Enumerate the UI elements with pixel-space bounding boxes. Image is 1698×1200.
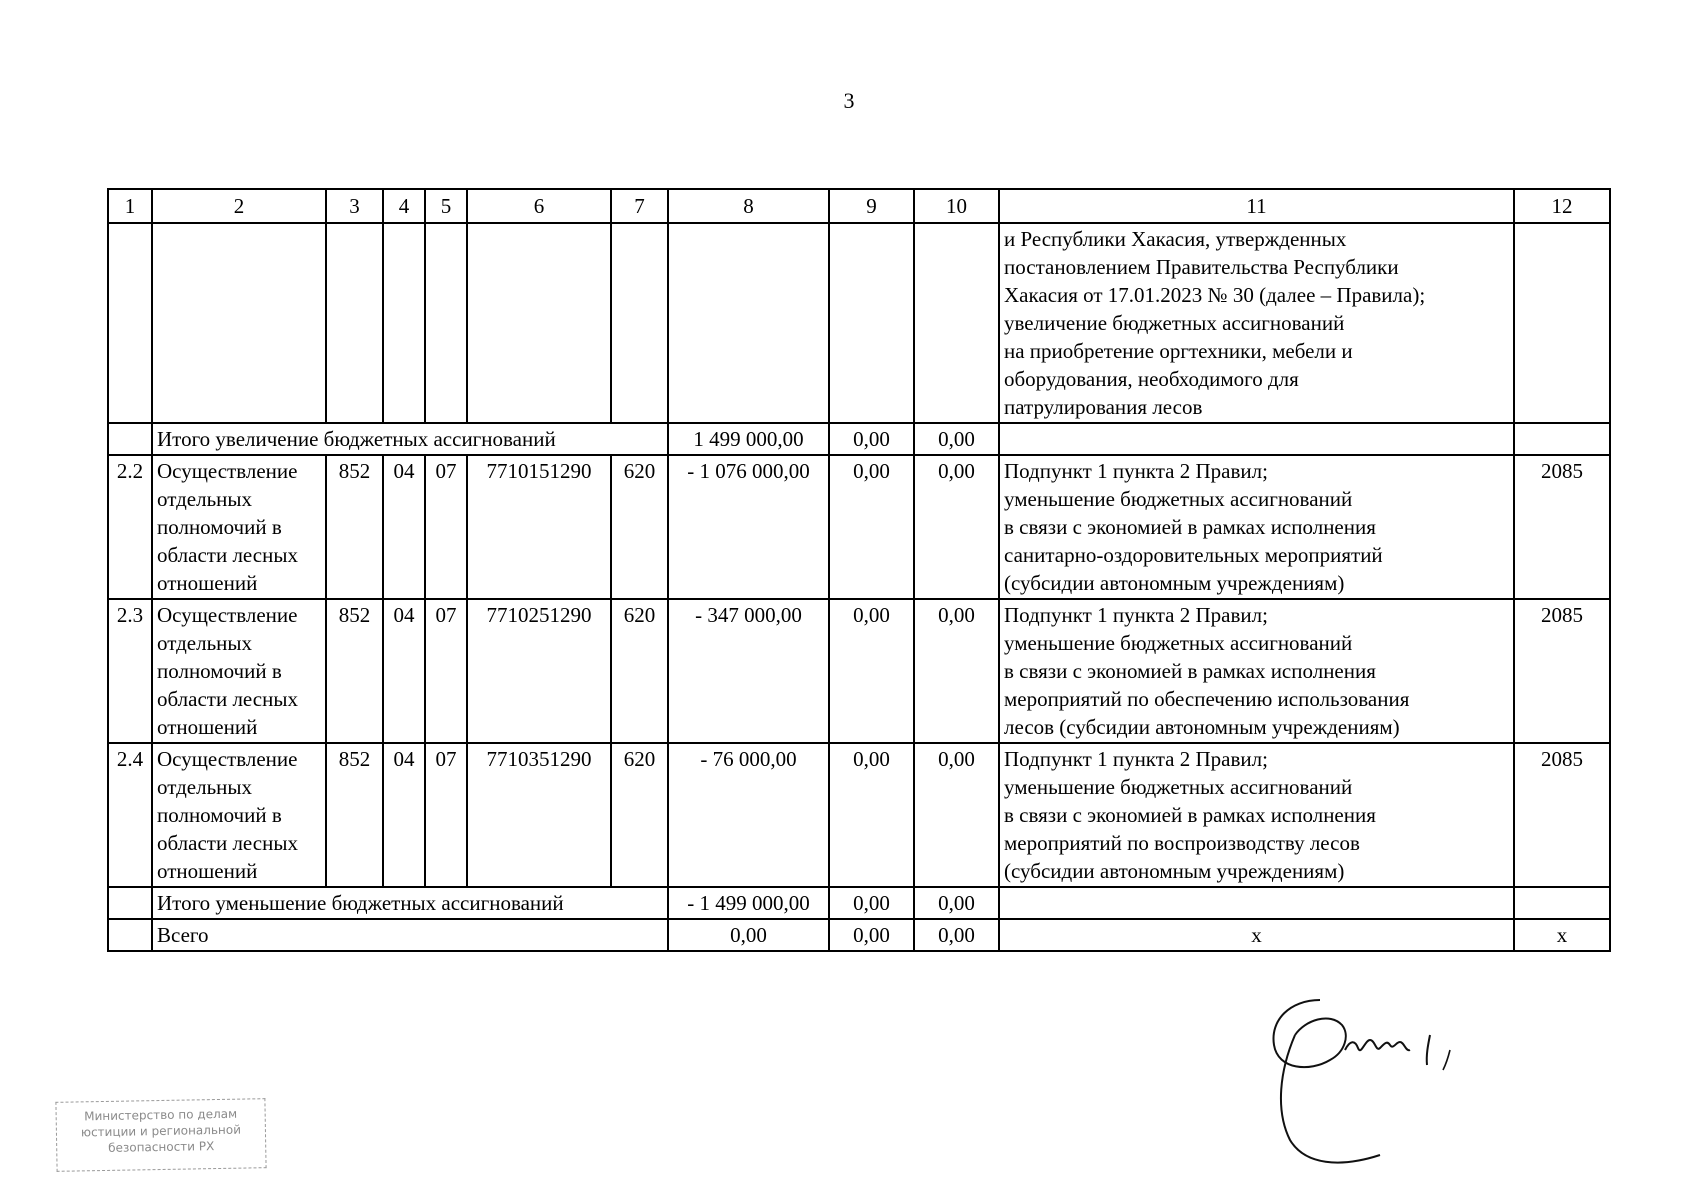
col12-code: 2085 [1514, 455, 1610, 599]
budget-code-c3: 852 [326, 455, 383, 599]
amount-col10: 0,00 [914, 455, 999, 599]
justification-line: уменьшение бюджетных ассигнований [1004, 487, 1353, 511]
expense-name-line: полномочий в [157, 803, 282, 827]
total-label: Итого увеличение бюджетных ассигнований [152, 423, 668, 455]
justification-line: увеличение бюджетных ассигнований [1004, 311, 1345, 335]
budget-code-c5: 07 [425, 743, 467, 887]
amount-col9: 0,00 [829, 743, 914, 887]
justification-line: на приобретение оргтехники, мебели и [1004, 339, 1353, 363]
amount-col9: 0,00 [829, 455, 914, 599]
justification-line: санитарно-оздоровительных мероприятий [1004, 543, 1383, 567]
expense-name-line: отдельных [157, 775, 253, 799]
column-number: 9 [829, 189, 914, 223]
budget-code-c3: 852 [326, 599, 383, 743]
expense-name-line: отношений [157, 859, 258, 883]
expense-name-line: отношений [157, 715, 258, 739]
justification-line: и Республики Хакасия, утвержденных [1004, 227, 1347, 251]
amount-col9: 0,00 [829, 887, 914, 919]
justification-line: (субсидии автономным учреждениям) [1004, 571, 1345, 595]
justification-line: уменьшение бюджетных ассигнований [1004, 775, 1353, 799]
empty-cell [1514, 223, 1610, 423]
amount-col9: 0,00 [829, 599, 914, 743]
grand-total-row [108, 919, 1610, 951]
col12-value: x [1514, 919, 1610, 951]
table-row [108, 223, 1610, 423]
row-number: 2.4 [108, 743, 152, 887]
page-number: 3 [843, 88, 855, 113]
budget-code-c6: 7710251290 [467, 599, 611, 743]
budget-table [107, 188, 1611, 952]
empty-cell [611, 223, 668, 423]
amount-col8: 1 499 000,00 [668, 423, 829, 455]
budget-code-c6: 7710151290 [467, 455, 611, 599]
amount-col10: 0,00 [914, 887, 999, 919]
budget-code-c3: 852 [326, 743, 383, 887]
empty-cell [467, 223, 611, 423]
justification-line: Подпункт 1 пункта 2 Правил; [1004, 747, 1268, 771]
empty-cell [383, 223, 425, 423]
justification-line: лесов (субсидии автономным учреждениям) [1004, 715, 1400, 739]
expense-name-line: отношений [157, 571, 258, 595]
justification-line: патрулирования лесов [1004, 395, 1203, 419]
increase-total-row [108, 423, 1610, 455]
justification-line: Хакасия от 17.01.2023 № 30 (далее – Правила); [1004, 283, 1426, 307]
column-number: 1 [108, 189, 152, 223]
amount-col8: - 1 076 000,00 [668, 455, 829, 599]
justification-line: в связи с экономией в рамках исполнения [1004, 515, 1376, 539]
expense-name-line: отдельных [157, 631, 253, 655]
table-row [108, 743, 1610, 887]
expense-name-line: области лесных [157, 687, 298, 711]
budget-code-c4: 04 [383, 599, 425, 743]
empty-cell [668, 223, 829, 423]
justification-line: оборудования, необходимого для [1004, 367, 1299, 391]
column-number: 5 [425, 189, 467, 223]
empty-cell [829, 223, 914, 423]
column-number: 12 [1514, 189, 1610, 223]
empty-cell [999, 887, 1514, 919]
amount-col8: - 347 000,00 [668, 599, 829, 743]
expense-name-cell [152, 455, 326, 599]
amount-col10: 0,00 [914, 423, 999, 455]
amount-col8: - 76 000,00 [668, 743, 829, 887]
total-label: Всего [152, 919, 668, 951]
expense-name-line: области лесных [157, 831, 298, 855]
column-number-row [108, 189, 1610, 223]
column-number: 3 [326, 189, 383, 223]
amount-col9: 0,00 [829, 423, 914, 455]
amount-col8: 0,00 [668, 919, 829, 951]
budget-code-c7: 620 [611, 743, 668, 887]
expense-name-cell [152, 743, 326, 887]
expense-name-line: Осуществление [157, 747, 298, 771]
empty-cell [108, 223, 152, 423]
expense-name-line: Осуществление [157, 603, 298, 627]
justification-cell [999, 455, 1514, 599]
expense-name-cell [152, 599, 326, 743]
empty-cell [425, 223, 467, 423]
budget-code-c6: 7710351290 [467, 743, 611, 887]
justification-cell [999, 223, 1514, 423]
justification-cell [999, 599, 1514, 743]
column-number: 2 [152, 189, 326, 223]
amount-col10: 0,00 [914, 743, 999, 887]
expense-name-line: полномочий в [157, 515, 282, 539]
column-number: 8 [668, 189, 829, 223]
column-number: 6 [467, 189, 611, 223]
total-label: Итого уменьшение бюджетных ассигнований [152, 887, 668, 919]
justification-line: мероприятий по воспроизводству лесов [1004, 831, 1360, 855]
justification-line: в связи с экономией в рамках исполнения [1004, 803, 1376, 827]
amount-col9: 0,00 [829, 919, 914, 951]
registration-stamp [55, 1098, 266, 1172]
amount-col10: 0,00 [914, 599, 999, 743]
amount-col10: 0,00 [914, 919, 999, 951]
row-number: 2.2 [108, 455, 152, 599]
budget-code-c4: 04 [383, 455, 425, 599]
stamp-line: юстиции и региональной [80, 1122, 242, 1140]
justification-line: постановлением Правительства Республики [1004, 255, 1399, 279]
expense-name-line: области лесных [157, 543, 298, 567]
budget-code-c7: 620 [611, 455, 668, 599]
row-number: 2.3 [108, 599, 152, 743]
justification-line: в связи с экономией в рамках исполнения [1004, 659, 1376, 683]
stamp-line: безопасности РХ [108, 1139, 215, 1155]
stamp-line: Министерство по делам [84, 1106, 238, 1124]
justification-line: (субсидии автономным учреждениям) [1004, 859, 1345, 883]
justification-line: мероприятий по обеспечению использования [1004, 687, 1410, 711]
justification-line: уменьшение бюджетных ассигнований [1004, 631, 1353, 655]
expense-name-line: Осуществление [157, 459, 298, 483]
budget-code-c7: 620 [611, 599, 668, 743]
col12-code: 2085 [1514, 743, 1610, 887]
empty-cell [326, 223, 383, 423]
empty-cell [108, 423, 152, 455]
empty-cell [1514, 887, 1610, 919]
column-number: 11 [999, 189, 1514, 223]
justification-line: Подпункт 1 пункта 2 Правил; [1004, 603, 1268, 627]
table-row [108, 455, 1610, 599]
column-number: 4 [383, 189, 425, 223]
budget-code-c4: 04 [383, 743, 425, 887]
amount-col8: - 1 499 000,00 [668, 887, 829, 919]
justification-cell [999, 743, 1514, 887]
empty-cell [914, 223, 999, 423]
table-row [108, 599, 1610, 743]
col12-code: 2085 [1514, 599, 1610, 743]
justification-line: Подпункт 1 пункта 2 Правил; [1004, 459, 1268, 483]
empty-cell [108, 919, 152, 951]
empty-cell [152, 223, 326, 423]
empty-cell [999, 423, 1514, 455]
empty-cell [108, 887, 152, 919]
expense-name-line: полномочий в [157, 659, 282, 683]
handwritten-signature [1250, 990, 1550, 1190]
budget-code-c5: 07 [425, 455, 467, 599]
col11-value: x [999, 919, 1514, 951]
expense-name-line: отдельных [157, 487, 253, 511]
budget-code-c5: 07 [425, 599, 467, 743]
column-number: 7 [611, 189, 668, 223]
column-number: 10 [914, 189, 999, 223]
empty-cell [1514, 423, 1610, 455]
decrease-total-row [108, 887, 1610, 919]
